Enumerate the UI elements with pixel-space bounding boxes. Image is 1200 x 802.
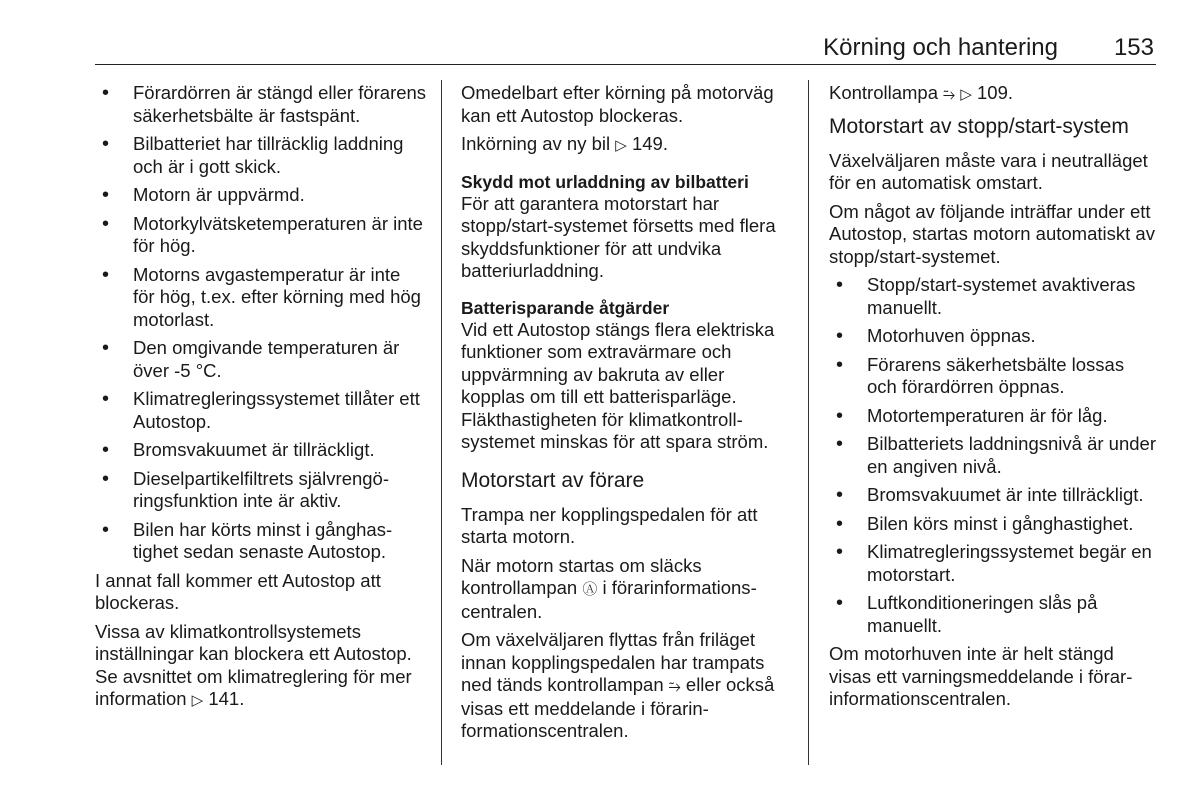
list-item: • Motorns avgastemperatur är inte för hög, t.ex. efter körning med hög motorlast. — [95, 264, 427, 332]
list-item: • Motorhuven öppnas. — [829, 325, 1159, 348]
column-3 — [829, 82, 1159, 717]
column-1 — [95, 82, 427, 718]
list-item: • Bilbatteriet har tillräcklig laddning och är i gott skick. — [95, 133, 427, 178]
list-item: • Den omgivande temperaturen är över -5 °C. — [95, 337, 427, 382]
list-item: • Motortemperaturen är för låg. — [829, 405, 1159, 428]
list-item: • Förarens säkerhetsbälte lossas och förardörren öppnas. — [829, 354, 1159, 399]
paragraph-text: Vissa av klimatkontrollsystemets inställningar kan blockera ett Autostop. Se avsnittet om klimatreglering för mer information — [95, 620, 412, 709]
page-ref-icon: ▷ — [615, 136, 627, 154]
paragraph — [461, 555, 793, 624]
heading-driver-start: Motorstart av förare — [461, 468, 645, 492]
restart-conditions-list — [829, 274, 1159, 637]
list-item: • Bilen körs minst i gånghastighet. — [829, 513, 1159, 536]
paragraph-text: eller också visas ett meddelande i förarinformationscentralen. — [461, 674, 775, 741]
list-item: • Stopp/start-systemet avaktiveras manuellt. — [829, 274, 1159, 319]
paragraph — [461, 133, 793, 157]
engine-lamp-icon: ⥲ — [943, 85, 956, 103]
autostop-lamp-icon: Ⓐ — [582, 580, 598, 598]
page-header — [95, 30, 1156, 65]
list-item: • Bilen har körts minst i gånghastighet sedan senaste Autostop. — [95, 519, 427, 564]
paragraph: Vid ett Autostop stängs flera elektriska funktioner som extravärmare och uppvärmning av bakruta av eller kopplas om till ett batterisparläge. Fläkthastigheten för klimatkontrollsystemet minskas för att spara ström. — [461, 318, 775, 452]
heading-system-start: Motorstart av stopp/start-system — [829, 114, 1129, 138]
list-item: • Bromsvakuumet är inte tillräckligt. — [829, 484, 1159, 507]
list-item: • Förardörren är stängd eller förarens säkerhetsbälte är fastspänt. — [95, 82, 427, 127]
paragraph: Trampa ner kopplingspedalen för att starta motorn. — [461, 503, 758, 547]
paragraph: Om något av följande inträffar under ett Autostop, startas motorn automatiskt av stopp/start-systemet. — [829, 200, 1155, 267]
list-item: • Motorn är uppvärmd. — [95, 184, 427, 207]
page-number: 153 — [1113, 34, 1154, 61]
list-item: • Luftkonditioneringen slås på manuellt. — [829, 592, 1159, 637]
autostop-conditions-list — [95, 82, 427, 564]
page-ref-link[interactable]: 141. — [208, 688, 245, 709]
paragraph-text: Kontrollampa — [829, 82, 939, 103]
list-item: • Dieselpartikelfiltrets självrengöringsfunktion inte är aktiv. — [95, 468, 427, 513]
paragraph-text: När motorn startas om släcks kontrollampan — [461, 554, 702, 598]
list-item: • Bilbatteriets laddningsnivå är under en angiven nivå. — [829, 433, 1159, 478]
column-2 — [461, 82, 793, 749]
page-ref-icon: ▷ — [960, 85, 972, 103]
page-ref-link[interactable]: 109. — [977, 82, 1014, 103]
paragraph-text: i förarinformationscentralen. — [461, 577, 757, 622]
paragraph-text: Inkörning av ny bil — [461, 133, 611, 154]
section-title: Körning och hantering — [823, 34, 1058, 61]
paragraph — [461, 629, 793, 743]
column-divider — [441, 80, 442, 765]
page-ref-icon: ▷ — [191, 691, 204, 709]
paragraph: För att garantera motorstart har stopp/start-systemet försetts med flera skyddsfunktioner för att undvika batteriurladdning. — [461, 192, 776, 281]
paragraph-text: Om växelväljaren flyttas från friläget innan kopplingspedalen har trampats ned tänds kontrollampan — [461, 629, 765, 695]
page-ref-link[interactable]: 149. — [631, 133, 668, 154]
paragraph — [95, 621, 427, 712]
paragraph: Växelväljaren måste vara i neutralläget för en automatisk omstart. — [829, 149, 1148, 193]
paragraph — [829, 82, 1159, 106]
paragraph: Om motorhuven inte är helt stängd visas ett varningsmeddelande i förarinformationscentralen. — [829, 643, 1133, 709]
column-divider — [808, 80, 809, 765]
paragraph: Omedelbart efter körning på motorväg kan ett Autostop blockeras. — [461, 82, 774, 126]
subheading-battery-saving: Batterisparande åtgärder — [461, 297, 670, 318]
engine-lamp-icon: ⥲ — [668, 677, 681, 695]
paragraph: I annat fall kommer ett Autostop att blockeras. — [95, 569, 381, 613]
list-item: • Klimatregleringssystemet begär en motorstart. — [829, 541, 1159, 586]
list-item: • Bromsvakuumet är tillräckligt. — [95, 439, 427, 462]
list-item: • Klimatregleringssystemet tillåter ett Autostop. — [95, 388, 427, 433]
list-item: • Motorkylvätsketemperaturen är inte för hög. — [95, 213, 427, 258]
subheading-battery-discharge: Skydd mot urladdning av bilbatteri — [461, 171, 749, 192]
